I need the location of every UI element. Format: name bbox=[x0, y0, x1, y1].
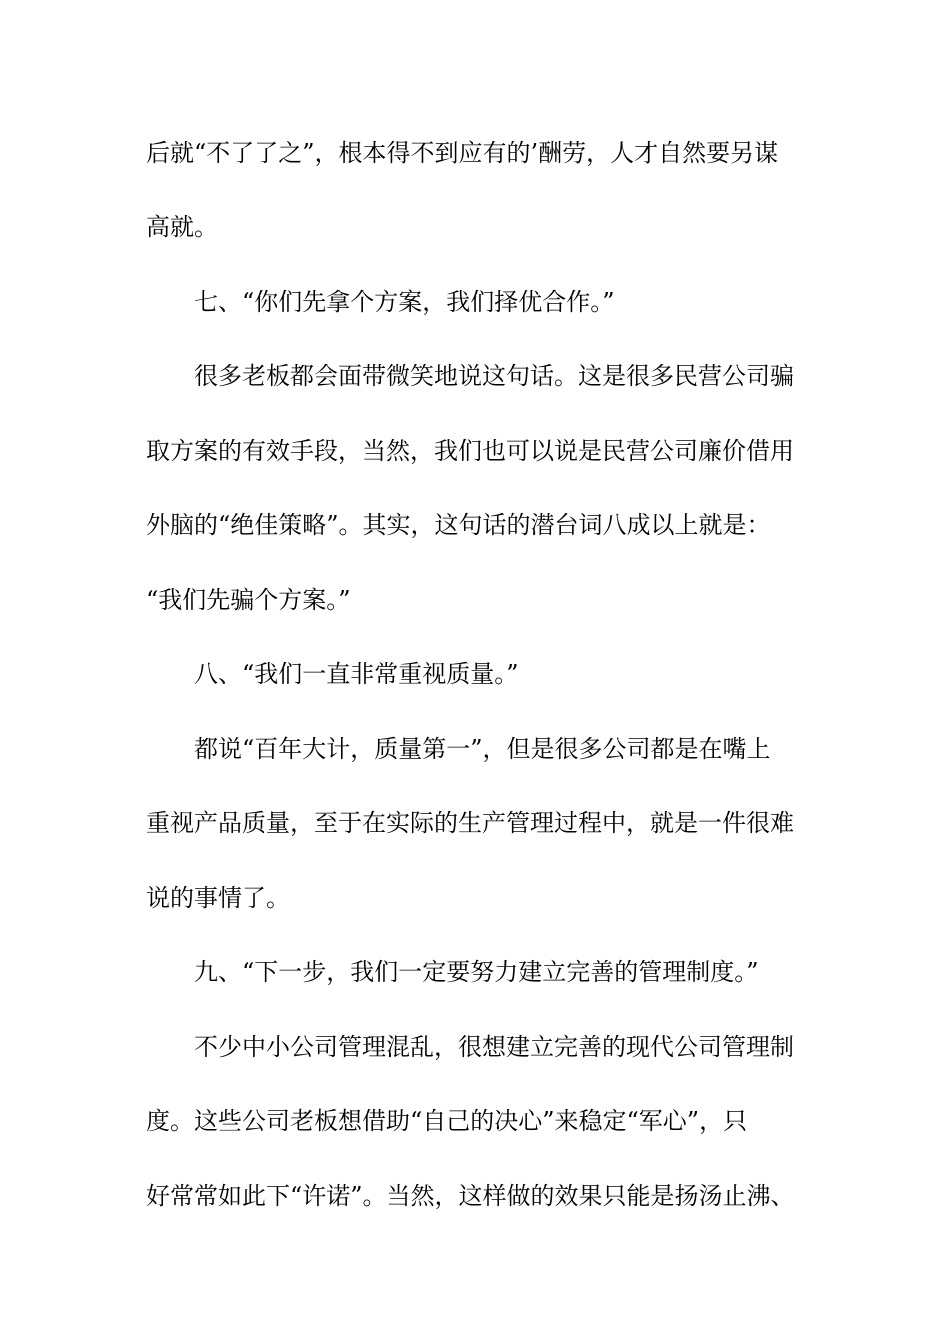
text-line: 重视产品质量，至于在实际的生产管理过程中，就是一件很难 bbox=[146, 809, 794, 837]
text-line: 高就。 bbox=[146, 213, 218, 241]
text-line: 取方案的有效手段，当然，我们也可以说是民营公司廉价借用 bbox=[146, 437, 794, 465]
text-line: 说的事情了。 bbox=[146, 884, 290, 912]
text-line: 不少中小公司管理混乱，很想建立完善的现代公司管理制 bbox=[146, 1033, 794, 1061]
text-line: 后就“不了了之”，根本得不到应有的’酬劳，人才自然要另谋 bbox=[146, 139, 779, 167]
text-line: 都说“百年大计，质量第一”，但是很多公司都是在嘴上 bbox=[146, 735, 771, 763]
text-line: 外脑的“绝佳策略”。其实，这句话的潜台词八成以上就是： bbox=[146, 511, 771, 539]
section-heading: 九、“下一步，我们一定要努力建立完善的管理制度。” bbox=[146, 958, 759, 986]
text-line: 度。这些公司老板想借助“自己的决心”来稳定“军心”，只 bbox=[146, 1107, 748, 1135]
text-line: “我们先骗个方案。” bbox=[146, 586, 351, 614]
text-line: 好常常如此下“许诺”。当然，这样做的效果只能是扬汤止沸、 bbox=[146, 1182, 795, 1210]
text-line: 很多老板都会面带微笑地说这句话。这是很多民营公司骗 bbox=[146, 362, 794, 390]
section-heading: 七、“你们先拿个方案，我们择优合作。” bbox=[146, 288, 615, 316]
section-heading: 八、“我们一直非常重视质量。” bbox=[146, 660, 519, 688]
